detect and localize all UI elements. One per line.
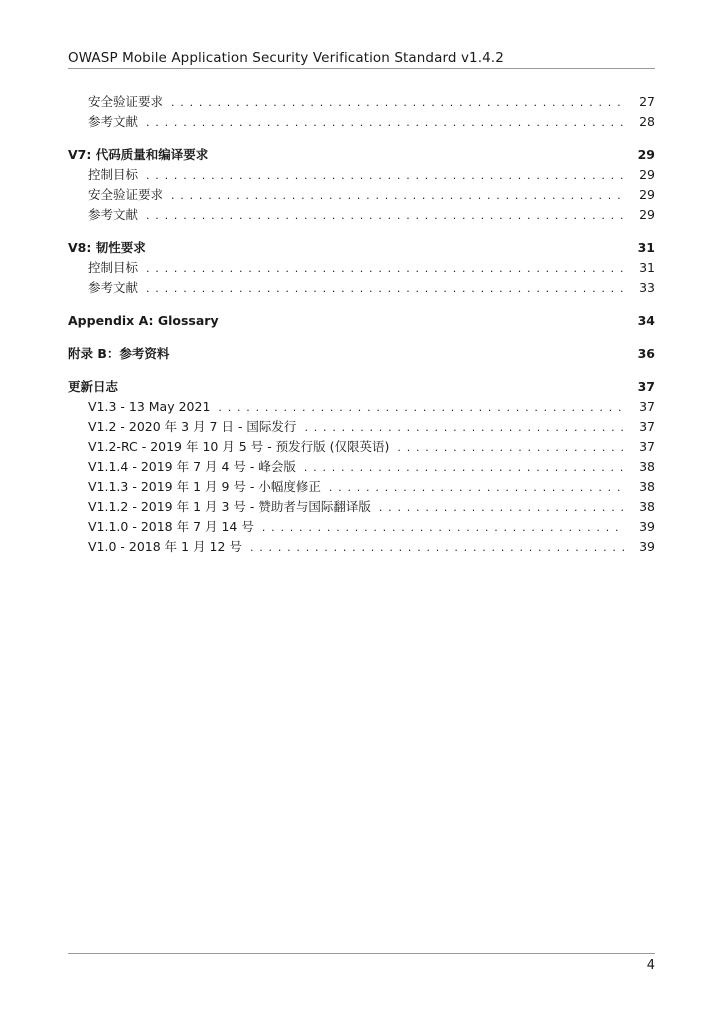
dot-leader [296, 418, 625, 438]
dot-leader [163, 93, 625, 113]
toc-entry-page: 28 [639, 114, 655, 129]
toc-entry[interactable] [68, 397, 655, 417]
toc-entry-page: 29 [639, 187, 655, 202]
toc-entry-label: V1.1.2 - 2019 年 1 月 3 号 - 赞助者与国际翻译版 [88, 499, 371, 514]
dot-leader [138, 166, 625, 186]
toc-entry-label: 控制目标 [88, 260, 139, 275]
toc-entry-page: 31 [639, 260, 655, 275]
dot-leader [138, 113, 625, 133]
toc-section-page: 31 [637, 240, 655, 255]
table-of-contents [68, 92, 655, 557]
toc-entry-label: V1.1.3 - 2019 年 1 月 9 号 - 小幅度修正 [88, 479, 321, 494]
dot-leader [371, 498, 625, 518]
toc-section-appendix-b[interactable] [68, 344, 655, 364]
toc-section-v7[interactable] [68, 145, 655, 165]
toc-section-v8[interactable] [68, 238, 655, 258]
toc-entry-label: 控制目标 [88, 167, 139, 182]
toc-entry-label: V1.3 - 13 May 2021 [88, 399, 211, 414]
dot-leader [296, 458, 625, 478]
toc-entry-label: 参考文献 [88, 280, 139, 295]
toc-entry-label: V1.1.0 - 2018 年 7 月 14 号 [88, 519, 254, 534]
toc-section-title: 附录 B：参考资料 [68, 346, 170, 361]
footer-divider [68, 953, 655, 954]
toc-section-title: 更新日志 [68, 379, 119, 394]
toc-entry[interactable] [68, 92, 655, 112]
toc-entry-page: 29 [639, 207, 655, 222]
toc-entry-page: 37 [639, 399, 655, 414]
dot-leader [138, 259, 625, 279]
toc-entry-label: 安全验证要求 [88, 94, 164, 109]
toc-entry-page: 33 [639, 280, 655, 295]
toc-entry-page: 38 [639, 499, 655, 514]
dot-leader [138, 279, 625, 299]
toc-entry-page: 29 [639, 167, 655, 182]
toc-entry-label: 参考文献 [88, 207, 139, 222]
toc-entry[interactable] [68, 477, 655, 497]
toc-section-page: 34 [637, 313, 655, 328]
toc-section-title: V7: 代码质量和编译要求 [68, 147, 209, 162]
toc-entry[interactable] [68, 185, 655, 205]
toc-entry-label: V1.1.4 - 2019 年 7 月 4 号 - 峰会版 [88, 459, 296, 474]
toc-entry-label: V1.0 - 2018 年 1 月 12 号 [88, 539, 242, 554]
running-header-title: OWASP Mobile Application Security Verification Standard v1.4.2 [68, 50, 504, 66]
toc-entry-page: 38 [639, 479, 655, 494]
toc-entry-page: 38 [639, 459, 655, 474]
dot-leader [321, 478, 625, 498]
toc-entry[interactable] [68, 417, 655, 437]
dot-leader [389, 438, 625, 458]
toc-section-title: Appendix A: Glossary [68, 313, 219, 328]
dot-leader [138, 206, 625, 226]
toc-entry-page: 27 [639, 94, 655, 109]
dot-leader [163, 186, 625, 206]
header-divider [68, 68, 655, 69]
toc-entry[interactable] [68, 258, 655, 278]
toc-section-page: 29 [637, 147, 655, 162]
toc-entry[interactable] [68, 278, 655, 298]
toc-section-page: 37 [637, 379, 655, 394]
toc-entry-page: 39 [639, 519, 655, 534]
toc-entry[interactable] [68, 165, 655, 185]
toc-entry-page: 37 [639, 439, 655, 454]
toc-section-title: V8: 韧性要求 [68, 240, 146, 255]
toc-entry-label: V1.2 - 2020 年 3 月 7 日 - 国际发行 [88, 419, 297, 434]
page-number: 4 [646, 958, 655, 973]
toc-entry[interactable] [68, 112, 655, 132]
toc-entry[interactable] [68, 457, 655, 477]
toc-entry-label: V1.2-RC - 2019 年 10 月 5 号 - 预发行版 (仅限英语) [88, 439, 390, 454]
dot-leader [242, 538, 625, 558]
toc-section-appendix-a[interactable] [68, 311, 655, 331]
toc-entry[interactable] [68, 497, 655, 517]
dot-leader [210, 398, 625, 418]
dot-leader [254, 518, 625, 538]
toc-section-changelog[interactable] [68, 377, 655, 397]
toc-entry-page: 37 [639, 419, 655, 434]
toc-entry-label: 参考文献 [88, 114, 139, 129]
toc-entry-label: 安全验证要求 [88, 187, 164, 202]
toc-entry[interactable] [68, 537, 655, 557]
toc-entry[interactable] [68, 205, 655, 225]
toc-entry[interactable] [68, 437, 655, 457]
toc-section-page: 36 [637, 346, 655, 361]
toc-entry-page: 39 [639, 539, 655, 554]
toc-entry[interactable] [68, 517, 655, 537]
